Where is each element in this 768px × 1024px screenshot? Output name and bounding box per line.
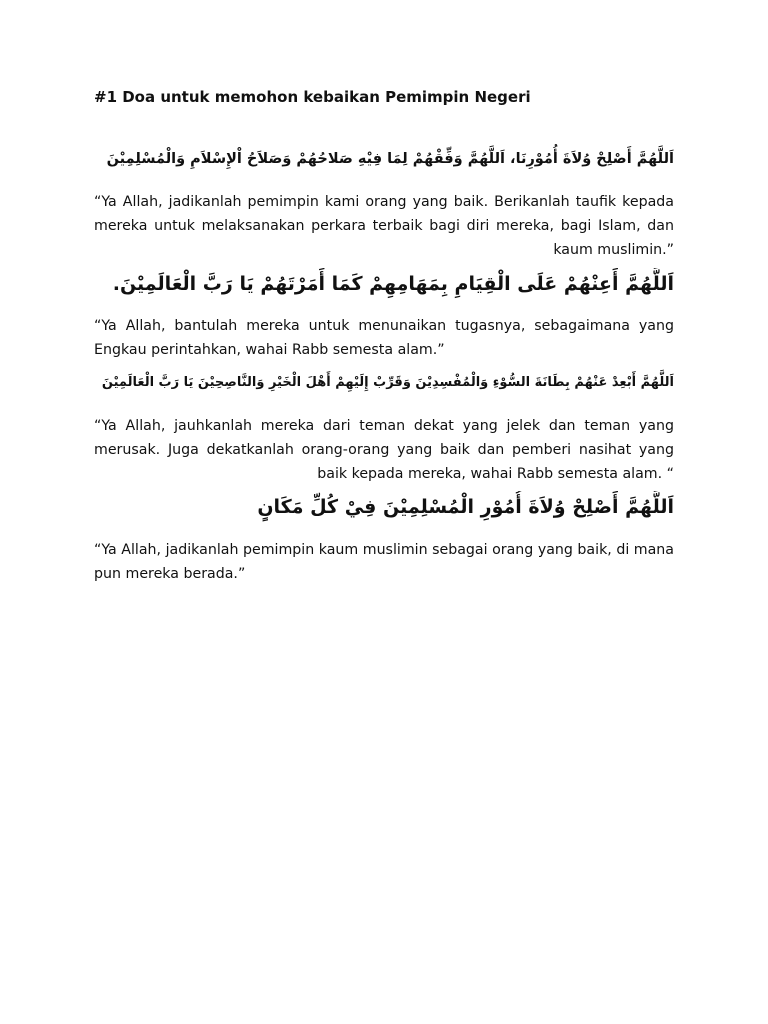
translation-3: “Ya Allah, jauhkanlah mereka dari teman dekat yang jelek dan teman yang merusak. Juga dekatkanlah orang-orang yang baik dan pemberi nasihat yang baik kepada mereka, wahai Rabb semesta alam. “ <box>94 418 674 482</box>
translation-2: “Ya Allah, bantulah mereka untuk menunaikan tugasnya, sebagaimana yang Engkau perintahkan, wahai Rabb semesta alam.” <box>94 318 674 358</box>
arabic-prayer-4: اَللَّهُمَّ أَصْلِحْ وُلاَةَ أُمُوْرِ الْمُسْلِمِيْنَ فِيْ كُلِّ مَكَانٍ <box>257 496 674 518</box>
arabic-prayer-1: اَللَّهُمَّ أَصْلِحْ وُلاَةَ أُمُوْرِنَا، اَللَّهُمَّ وَفِّقْهُمْ لِمَا فِيْهِ صَلاحُهُمْ وَصَلاَحُ اْلإِسْلاَمِ وَالْمُسْلِمِيْنَ <box>106 151 674 167</box>
arabic-prayer-2: اَللَّهُمَّ أَعِنْهُمْ عَلَى الْقِيَامِ بِمَهَامِهِمْ كَمَا أَمَرْتَهُمْ يَا رَبَّ الْعَالَمِيْنَ. <box>112 273 674 295</box>
page-title: #1 Doa untuk memohon kebaikan Pemimpin Negeri <box>94 88 531 106</box>
translation-4: “Ya Allah, jadikanlah pemimpin kaum muslimin sebagai orang yang baik, di mana pun mereka berada.” <box>94 542 674 582</box>
translation-1: “Ya Allah, jadikanlah pemimpin kami orang yang baik. Berikanlah taufik kepada mereka untuk melaksanakan perkara terbaik bagi diri mereka, bagi Islam, dan kaum muslimin.” <box>94 194 674 258</box>
arabic-prayer-3: اَللَّهُمَّ أَبْعِدْ عَنْهُمْ بِطَانَةَ السُّوْءِ وَالْمُفْسِدِيْنَ وَقَرِّبْ إِلَيْهِمْ أَهْلَ الْخَيْرِ وَالنَّاصِحِيْنَ يَا رَبَّ الْعَالَمِيْنَ <box>101 375 674 390</box>
